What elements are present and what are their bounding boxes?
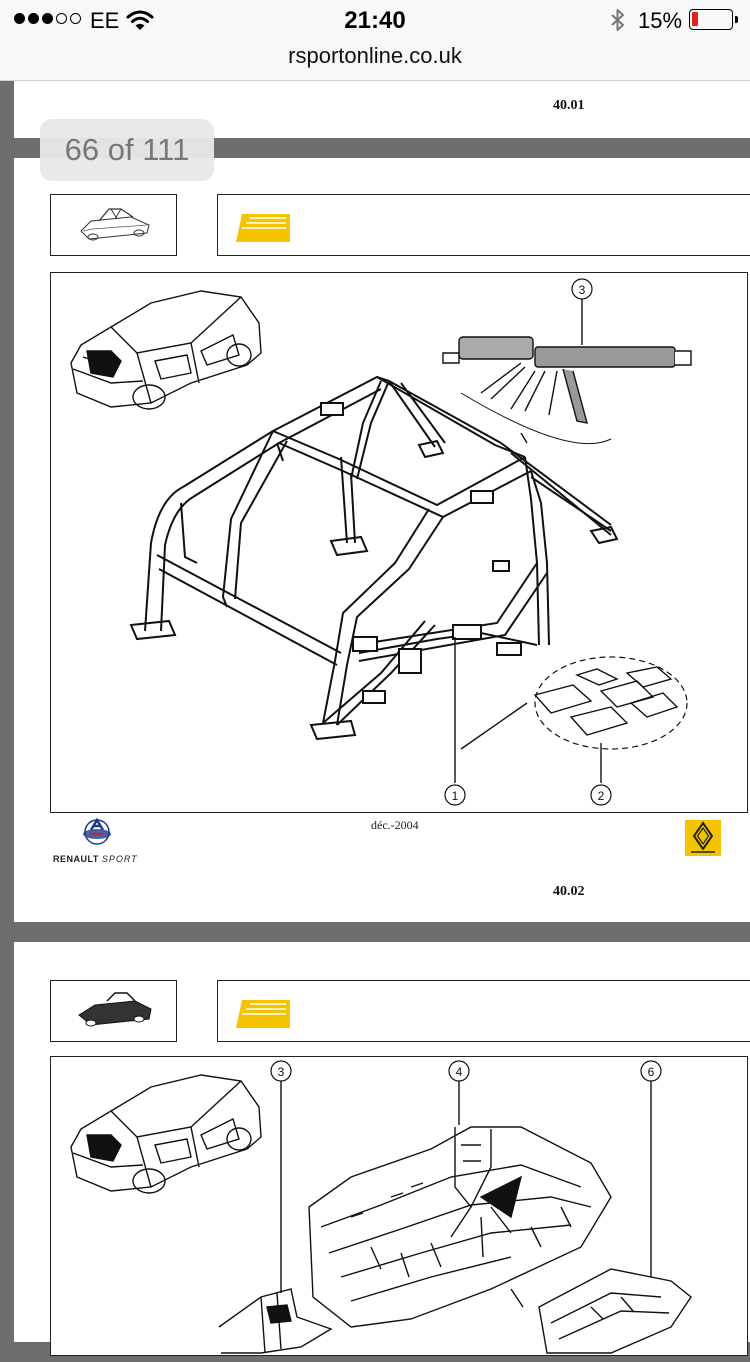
padded-bar-detail [443, 295, 691, 444]
section-header-box [217, 194, 750, 256]
car-location-icon [71, 291, 261, 409]
callout-4 [449, 1061, 469, 1081]
body-shell-illustration [50, 1056, 748, 1356]
document-page-2[interactable] [14, 942, 750, 1342]
callout-1 [445, 785, 465, 805]
renault-sport-wordmark: RENAULT SPORT [53, 854, 138, 864]
svg-text:1: 1 [451, 789, 459, 803]
callout-3-top [572, 279, 592, 299]
document-page-1[interactable] [14, 80, 750, 922]
rollcage-diagram [51, 273, 746, 811]
status-bar [0, 0, 750, 40]
renault-sport-stripe-icon [236, 214, 290, 242]
body-shell-diagram [51, 1057, 746, 1357]
mounting-brackets-detail [461, 657, 687, 749]
status-time: 21:40 [344, 7, 406, 34]
rollcage-illustration [50, 272, 748, 813]
browser-chrome [0, 0, 750, 81]
battery-tip [735, 16, 738, 23]
body-shell-thumbnail-icon [51, 981, 175, 1039]
renault-sport-stripe-icon [236, 1000, 290, 1028]
svg-text:2: 2 [597, 789, 605, 803]
battery-icon [689, 9, 733, 30]
svg-text:3: 3 [277, 1065, 285, 1079]
callout-6 [641, 1061, 661, 1081]
callout-3 [271, 1061, 291, 1081]
footer-date: déc.-2004 [371, 818, 419, 832]
rollcage-car-thumbnail-icon [51, 195, 175, 253]
carrier-name: EE [90, 8, 120, 33]
battery-percent: 15% [638, 8, 683, 33]
section-header-box [217, 980, 750, 1042]
svg-text:4: 4 [455, 1065, 463, 1079]
alpine-logo-icon [80, 818, 114, 846]
battery-level-fill [692, 12, 698, 26]
floor-pan-drawing [219, 1127, 691, 1353]
svg-text:6: 6 [647, 1065, 655, 1079]
page-counter-badge: 66 of 111 [40, 119, 214, 181]
vehicle-thumbnail-box [50, 980, 177, 1042]
renault-logo-icon [685, 820, 721, 856]
svg-text:3: 3 [578, 283, 586, 297]
rollcage-frame [131, 377, 617, 739]
vehicle-thumbnail-box [50, 194, 177, 256]
callout-2 [591, 785, 611, 805]
car-location-icon [71, 1075, 261, 1193]
page-footer-number: 40.02 [553, 884, 585, 899]
bluetooth-icon [609, 8, 627, 32]
page-header-number: 40.01 [553, 98, 585, 113]
address-bar-url[interactable]: rsportonline.co.uk [288, 43, 462, 68]
